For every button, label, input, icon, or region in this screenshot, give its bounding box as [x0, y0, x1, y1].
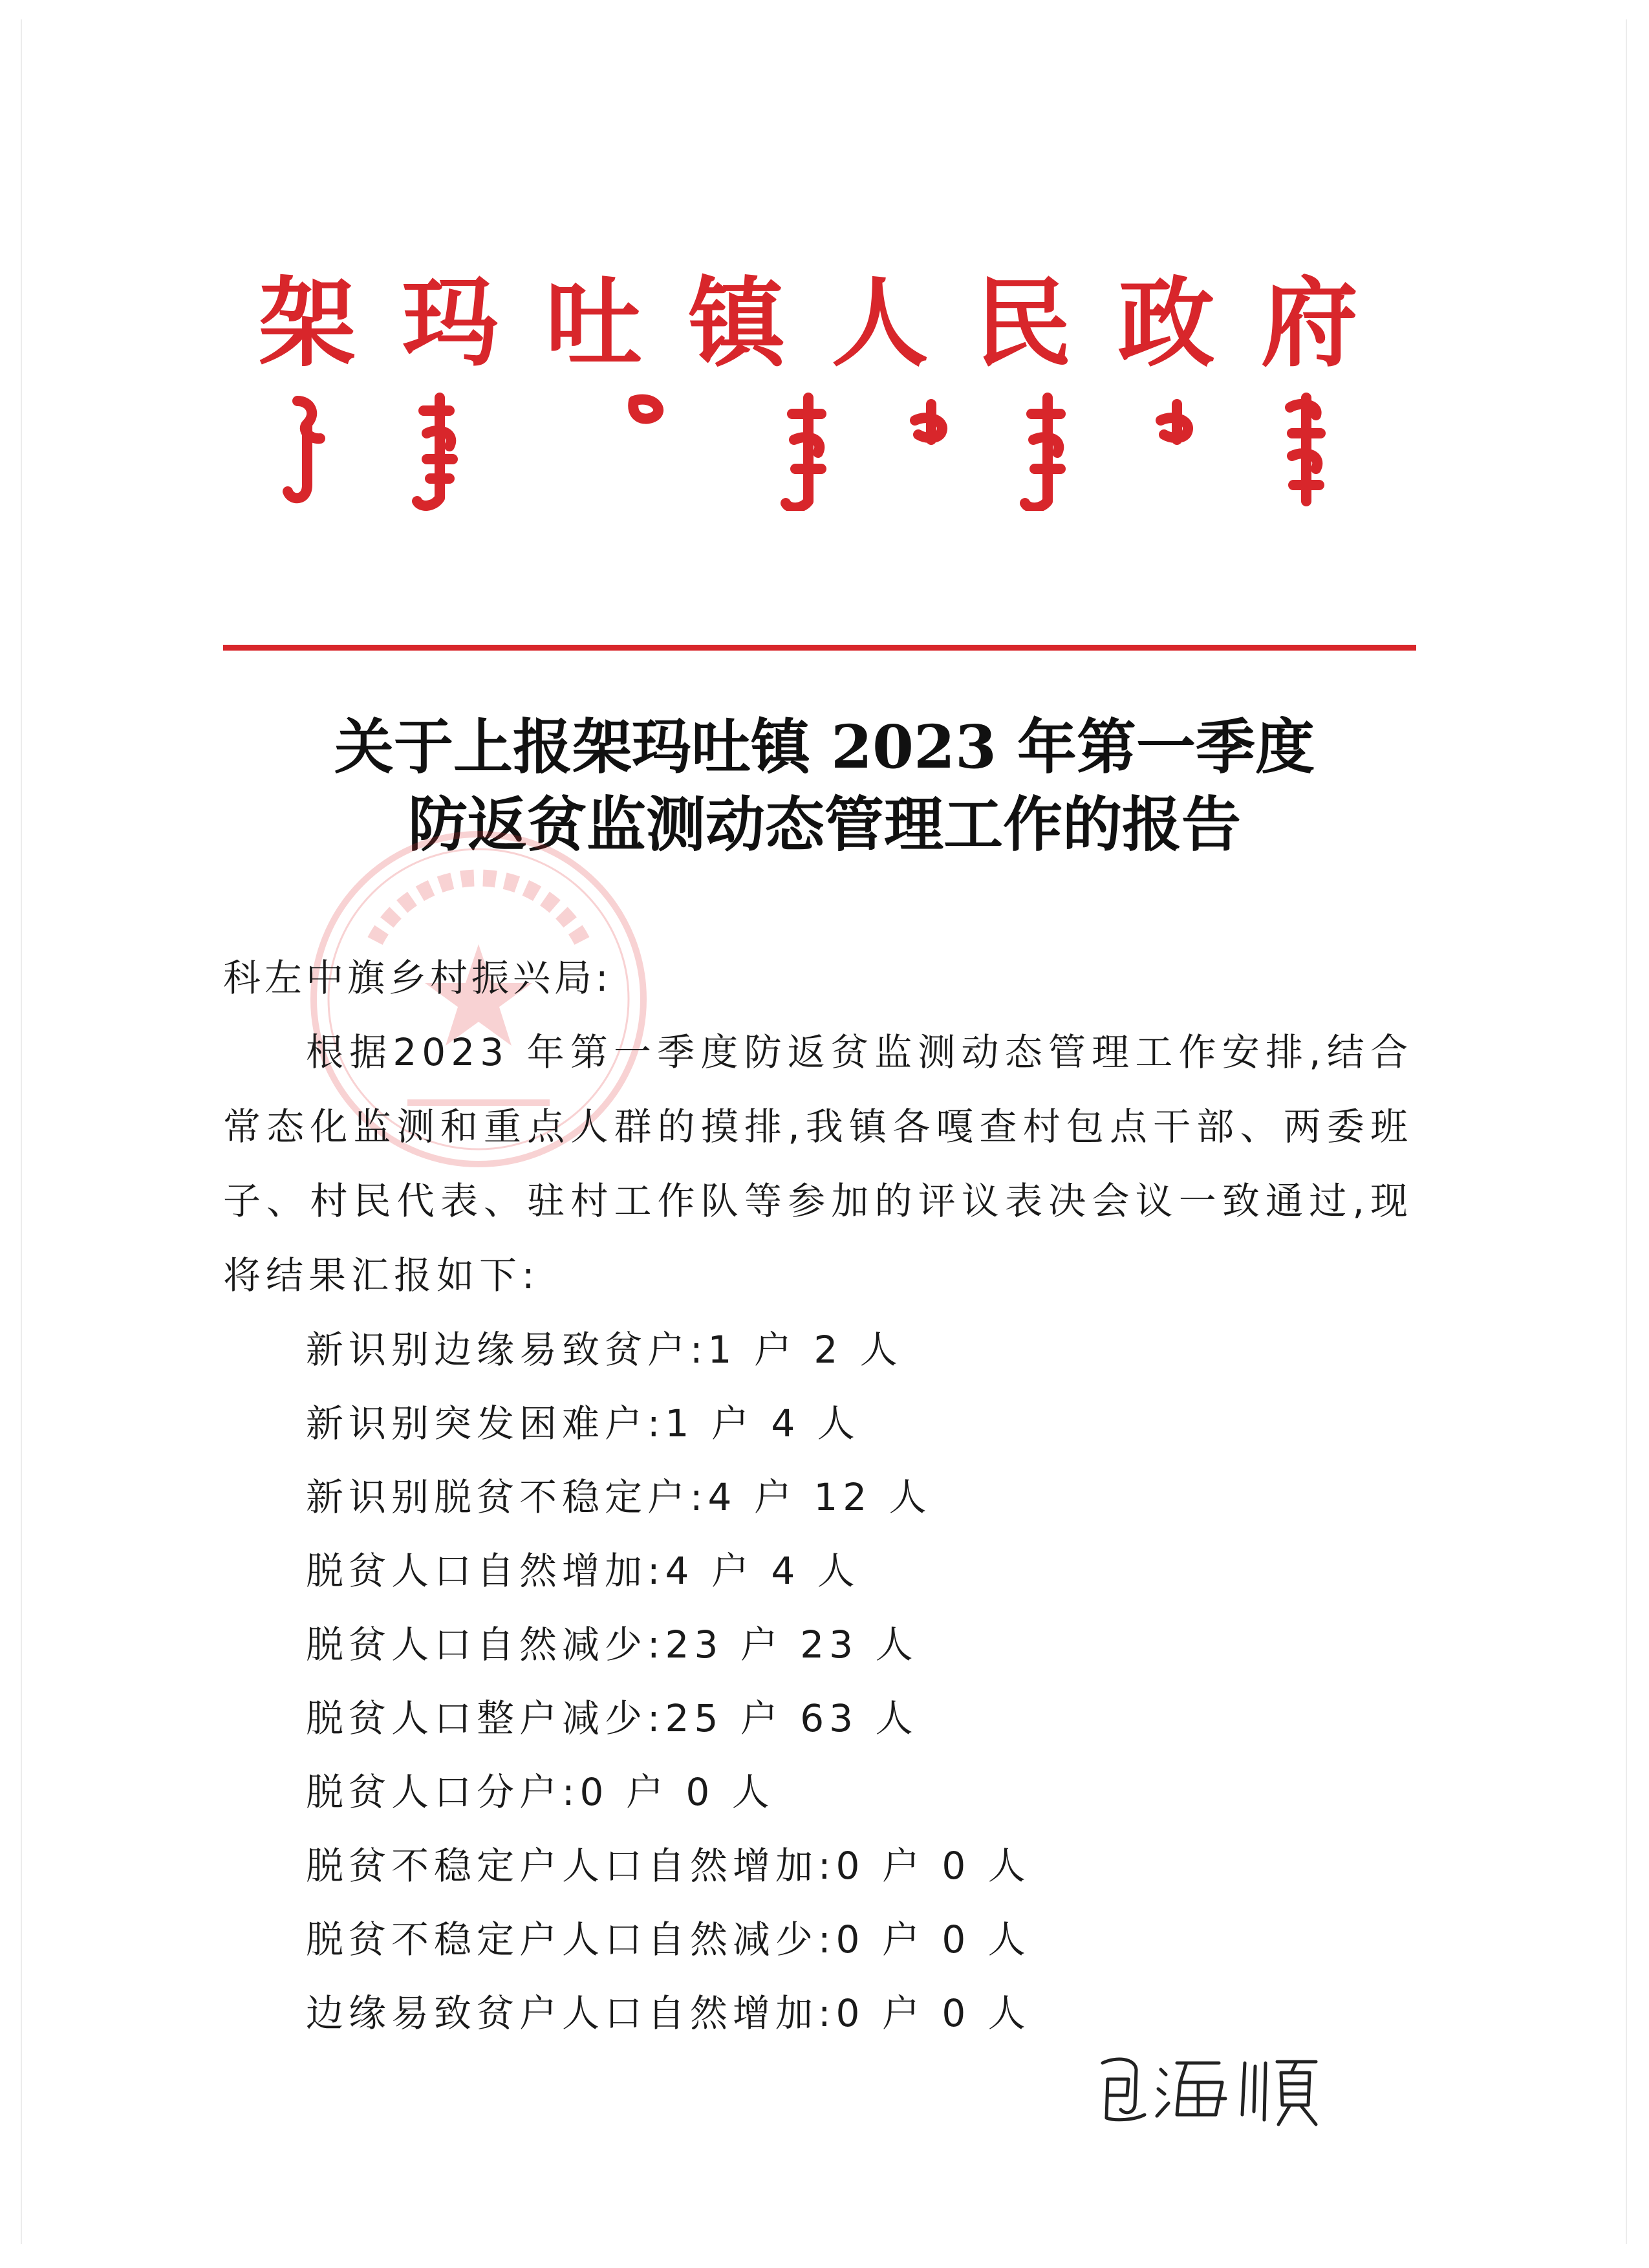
- stat-item: 新识别脱贫不稳定户:4 户 12 人: [306, 1475, 932, 1519]
- letterhead-char: 政: [1117, 266, 1215, 380]
- stat-item: 脱贫不稳定户人口自然增加:0 户 0 人: [306, 1844, 1031, 1888]
- letterhead-org-name: [259, 262, 1358, 385]
- stat-item: 脱贫人口整户减少:25 户 63 人: [306, 1696, 918, 1740]
- stat-item: 新识别边缘易致贫户:1 户 2 人: [306, 1328, 903, 1372]
- letterhead-char: 镇: [688, 266, 786, 380]
- handwritten-signature: [1090, 2044, 1322, 2134]
- stat-item: 新识别突发困难户:1 户 4 人: [306, 1401, 860, 1445]
- stat-item: 脱贫不稳定户人口自然减少:0 户 0 人: [306, 1917, 1031, 1961]
- statistics-list: [223, 1313, 1413, 2050]
- letterhead-char: 架: [259, 266, 356, 380]
- stat-item: 脱贫人口分户:0 户 0 人: [306, 1770, 775, 1814]
- stat-item: 脱贫人口自然增加:4 户 4 人: [306, 1549, 860, 1593]
- document-body: [223, 941, 1413, 2050]
- letterhead-mongolian-script: [272, 388, 1352, 511]
- letterhead-red-rule: [223, 645, 1416, 651]
- letterhead-char: 民: [975, 266, 1072, 380]
- letterhead-char: 吐: [544, 266, 642, 380]
- intro-paragraph: 根据2023 年第一季度防返贫监测动态管理工作安排,结合常态化监测和重点人群的摸排,我镇各嘎查村包点干部、两委班子、村民代表、驻村工作队等参加的评议表决会议一致通过,现将结果汇报如下:: [223, 1030, 1413, 1297]
- letterhead-char: 人: [831, 266, 929, 380]
- stat-item: 边缘易致贫户人口自然增加:0 户 0 人: [306, 1991, 1031, 2035]
- document-title-line-2: 防返贫监测动态管理工作的报告: [407, 790, 1241, 859]
- letterhead-char: 玛: [402, 266, 499, 380]
- document-title-line-1: 关于上报架玛吐镇 2023 年第一季度: [334, 712, 1315, 782]
- salutation: 科左中旗乡村振兴局:: [223, 956, 612, 1000]
- stat-item: 脱贫人口自然减少:23 户 23 人: [306, 1623, 918, 1667]
- letterhead-char: 府: [1260, 266, 1358, 380]
